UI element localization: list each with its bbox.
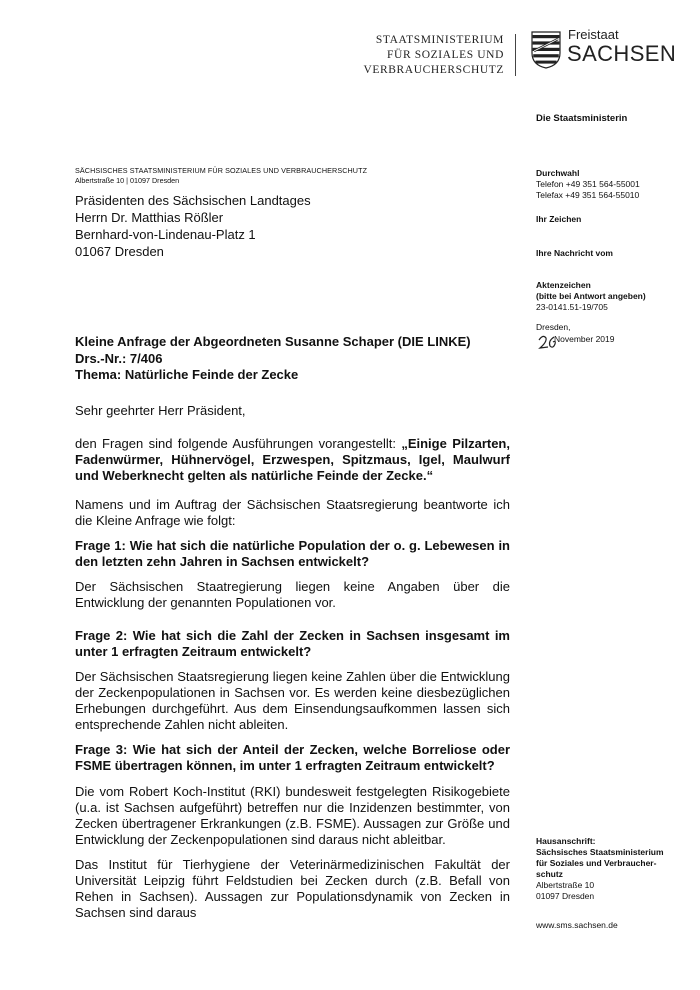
aktenzeichen-value: 23-0141.51-19/705 xyxy=(536,302,608,312)
question-1-text: Frage 1: Wie hat sich die natürliche Population der o. g. Lebewesen in den letzten zehn Jahren in Sachsen entwickelt? xyxy=(75,538,510,569)
answer-3 xyxy=(75,784,510,848)
hausanschrift-label: Hausanschrift: xyxy=(536,836,596,846)
ihre-nachricht-label: Ihre Nachricht vom xyxy=(536,248,613,258)
header-divider xyxy=(515,34,516,76)
answer-2-text: Der Sächsischen Staatsregierung liegen keine Zahlen über die Entwicklung der Zeckenpopulationen in Sachsen vor. Es werden keine diesbezüglichen Erhebungen durchgeführt. Aus dem Einsendungsaufkommen lassen sich entsprechende Zahlen nicht ableiten. xyxy=(75,669,510,732)
date-label: Dresden, xyxy=(536,322,571,332)
aktenzeichen-label: Aktenzeichen xyxy=(536,280,591,290)
recipient-line-1: Präsidenten des Sächsischen Landtages xyxy=(75,193,311,208)
preface-paragraph xyxy=(75,497,510,529)
ihr-zeichen-label: Ihr Zeichen xyxy=(536,214,582,224)
recipient-address xyxy=(75,192,311,260)
salutation xyxy=(75,403,510,419)
sender-line-2: Albertstraße 10 | 01097 Dresden xyxy=(75,175,180,185)
aktenzeichen-hint: (bitte bei Antwort angeben) xyxy=(536,291,646,301)
intro-paragraph xyxy=(75,436,510,484)
recipient-line-2: Herrn Dr. Matthias Rößler xyxy=(75,210,224,225)
telefon: Telefon +49 351 564-55001 xyxy=(536,179,640,189)
subject-line-2: Drs.-Nr.: 7/406 xyxy=(75,350,163,366)
minister-title: Die Staatsministerin xyxy=(536,113,628,124)
answer-3-continued xyxy=(75,857,510,921)
hausanschrift-org-3: schutz xyxy=(536,869,563,879)
sender-line-1: SÄCHSISCHES STAATSMINISTERIUM FÜR SOZIALES UND VERBRAUCHERSCHUTZ xyxy=(75,166,368,175)
hausanschrift-block xyxy=(536,836,664,902)
hausanschrift-org-2: für Soziales und Verbraucher- xyxy=(536,858,657,868)
answer-3-text: Die vom Robert Koch-Institut (RKI) bundesweit festgelegten Risikogebiete (u.a. ist Sachsen aufgeführt) betreffen nur die Inzidenzen bestimmter, von Zecken übertragener Erkrankungen (z.B. FSME). Aussagen zur Größe und Entwicklung der Zeckenpopulationen sind daraus nicht ableitbar. xyxy=(75,784,510,847)
brand-small: Freistaat xyxy=(568,27,619,42)
ministry-line-1: STAATSMINISTERIUM xyxy=(375,34,504,46)
subject-line-1: Kleine Anfrage der Abgeordneten Susanne Schaper (DIE LINKE) xyxy=(75,334,471,349)
question-2 xyxy=(75,628,510,660)
answer-1 xyxy=(75,579,510,611)
answer-3b-text: Das Institut für Tierhygiene der Veterinärmedizinischen Fakultät der Universität Leipzig führt Feldstudien bei Zecken durch (z.B. Befall von Rehen in Sachsen). Aussagen zur Populationsdynamik von Zecken in Sachsen sind daraus xyxy=(75,857,510,920)
subject-line-3: Thema: Natürliche Feinde der Zecke xyxy=(75,367,299,382)
brand-big: SACHSEN xyxy=(567,41,677,66)
subject-block xyxy=(75,334,471,384)
aktenzeichen-block xyxy=(536,280,646,313)
date-value: November 2019 xyxy=(554,334,615,344)
question-3 xyxy=(75,742,510,774)
intro-quote: „Einige Pilzarten, Fadenwürmer, Hühnervögel, Erzwespen, Spitzmaus, Igel, Maulwurf und Weberknecht gelten als natürliche Feinde der Zecke.“ xyxy=(75,436,510,483)
coat-of-arms-icon xyxy=(531,31,561,69)
answer-1-text: Der Sächsischen Staatregierung liegen keine Angaben über die Entwicklung der genannten Populationen vor. xyxy=(75,579,510,610)
hausanschrift-city: 01097 Dresden xyxy=(536,891,595,901)
question-1 xyxy=(75,538,510,570)
ministry-line-3: VERBRAUCHERSCHUTZ xyxy=(363,64,504,76)
ministry-name xyxy=(363,33,504,78)
hausanschrift-org-1: Sächsisches Staatsministerium xyxy=(536,847,664,857)
telefax: Telefax +49 351 564-55010 xyxy=(536,190,640,200)
ministry-line-2: FÜR SOZIALES UND xyxy=(387,49,504,61)
sender-line xyxy=(75,166,367,185)
question-3-text: Frage 3: Wie hat sich der Anteil der Zecken, welche Borreliose oder FSME übertragen können, im unter 1 erfragten Zeitraum entwickelt? xyxy=(75,742,510,773)
durchwahl-label: Durchwahl xyxy=(536,168,580,178)
website-link[interactable]: www.sms.sachsen.de xyxy=(536,920,618,930)
salutation-text: Sehr geehrter Herr Präsident, xyxy=(75,403,246,418)
hausanschrift-street: Albertstraße 10 xyxy=(536,880,595,890)
answer-2 xyxy=(75,669,510,733)
question-2-text: Frage 2: Wie hat sich die Zahl der Zecken in Sachsen insgesamt im unter 1 erfragten Zeitraum entwickelt? xyxy=(75,628,510,659)
recipient-line-4: 01067 Dresden xyxy=(75,244,164,259)
preface-text: Namens und im Auftrag der Sächsischen Staatsregierung beantworte ich die Kleine Anfrage wie folgt: xyxy=(75,497,510,528)
contact-block xyxy=(536,168,640,201)
recipient-line-3: Bernhard-von-Lindenau-Platz 1 xyxy=(75,227,256,242)
intro-plain: den Fragen sind folgende Ausführungen vorangestellt: xyxy=(75,436,402,451)
